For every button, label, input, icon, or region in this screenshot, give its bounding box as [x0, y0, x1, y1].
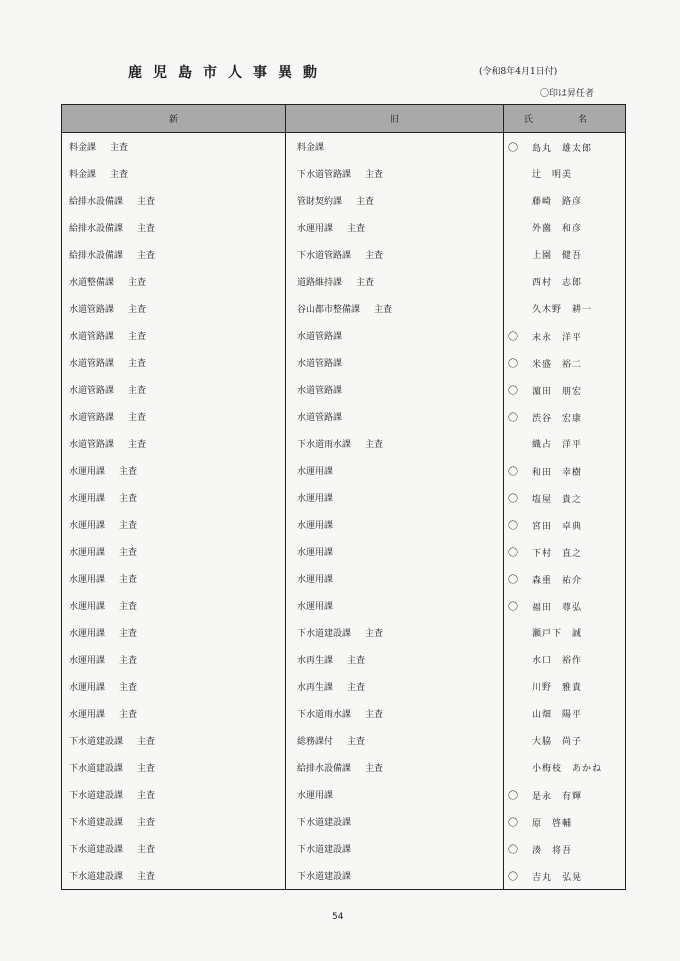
table-row: [62, 754, 626, 781]
old-assignment-cell: [286, 349, 504, 376]
new-position: 主査: [137, 845, 156, 855]
old-department: 道路維持課: [297, 278, 343, 288]
old-position: 主査: [347, 737, 366, 747]
new-assignment-cell: [62, 430, 286, 457]
person-name: 小梅枝 あかね: [532, 764, 603, 774]
new-assignment-cell: [62, 700, 286, 727]
person-name: 藤崎 路彦: [532, 197, 583, 207]
new-position: 主査: [128, 386, 147, 396]
new-position: 主査: [128, 359, 147, 369]
new-assignment-cell: [62, 295, 286, 322]
old-department: 下水道建設課: [297, 629, 352, 639]
name-cell: [504, 295, 626, 322]
new-position: 主査: [128, 305, 147, 315]
name-cell: [504, 835, 626, 862]
person-name: 大脇 尚子: [532, 737, 583, 747]
old-department: 水運用課: [297, 521, 334, 531]
person-name: 瀬戸下 誠: [532, 629, 583, 639]
new-department: 水運用課: [69, 467, 106, 477]
old-department: 水再生課: [297, 656, 334, 666]
table-row: [62, 808, 626, 835]
old-department: 水運用課: [297, 548, 334, 558]
new-position: 主査: [119, 683, 138, 693]
promotion-mark: 〇: [508, 791, 518, 802]
new-department: 水道管路課: [69, 332, 115, 342]
old-department: 下水道雨水課: [297, 440, 352, 450]
old-position: 主査: [365, 764, 384, 774]
old-department: 下水道雨水課: [297, 710, 352, 720]
person-name: 湊 将吾: [532, 846, 573, 856]
person-name: 川野 雅貴: [532, 683, 583, 693]
new-position: 主査: [128, 413, 147, 423]
promotion-mark: 〇: [508, 386, 518, 397]
new-assignment-cell: [62, 457, 286, 484]
person-name: 福田 尊弘: [532, 603, 583, 613]
person-name: 水口 裕作: [532, 656, 583, 666]
old-department: 水運用課: [297, 602, 334, 612]
old-department: 下水道建設課: [297, 845, 352, 855]
person-name: 塩屋 貴之: [532, 495, 583, 505]
table-row: [62, 592, 626, 619]
promotion-mark: 〇: [508, 494, 518, 505]
old-position: 主査: [365, 629, 384, 639]
new-position: 主査: [137, 251, 156, 261]
new-department: 水道管路課: [69, 359, 115, 369]
old-department: 水運用課: [297, 467, 334, 477]
new-position: 主査: [137, 764, 156, 774]
promotion-mark: 〇: [508, 359, 518, 370]
new-position: 主査: [119, 629, 138, 639]
new-assignment-cell: [62, 241, 286, 268]
old-department: 水道管路課: [297, 332, 343, 342]
new-assignment-cell: [62, 565, 286, 592]
person-name: 島丸 雄太郎: [532, 144, 593, 154]
promotion-mark: 〇: [508, 845, 518, 856]
old-position: 主査: [347, 656, 366, 666]
new-department: 水道管路課: [69, 440, 115, 450]
name-cell: [504, 592, 626, 619]
table-row: [62, 619, 626, 646]
new-position: 主査: [119, 467, 138, 477]
table-row: [62, 673, 626, 700]
column-header-name: [504, 105, 626, 133]
table-row: [62, 241, 626, 268]
new-assignment-cell: [62, 484, 286, 511]
table-row: [62, 700, 626, 727]
new-position: 主査: [119, 602, 138, 612]
old-assignment-cell: [286, 700, 504, 727]
new-department: 給排水設備課: [69, 251, 124, 261]
old-assignment-cell: [286, 727, 504, 754]
old-assignment-cell: [286, 484, 504, 511]
new-assignment-cell: [62, 160, 286, 187]
old-position: 主査: [356, 278, 375, 288]
table-row: [62, 727, 626, 754]
old-assignment-cell: [286, 511, 504, 538]
new-department: 下水道建設課: [69, 764, 124, 774]
name-cell: [504, 214, 626, 241]
column-header-name-label: 氏 名: [523, 115, 605, 125]
table-row: [62, 322, 626, 349]
column-header-old: 旧: [286, 105, 504, 133]
new-position: 主査: [119, 548, 138, 558]
table-header-row: [62, 105, 626, 133]
new-department: 水運用課: [69, 683, 106, 693]
old-assignment-cell: [286, 241, 504, 268]
table-row: [62, 511, 626, 538]
old-department: 水再生課: [297, 683, 334, 693]
new-position: 主査: [119, 494, 138, 504]
new-assignment-cell: [62, 781, 286, 808]
new-position: 主査: [137, 197, 156, 207]
table-row: [62, 133, 626, 161]
old-assignment-cell: [286, 673, 504, 700]
person-name: 外薗 和彦: [532, 224, 583, 234]
name-cell: [504, 700, 626, 727]
person-name: 是永 有輝: [532, 792, 583, 802]
old-assignment-cell: [286, 565, 504, 592]
table-row: [62, 214, 626, 241]
person-name: 和田 幸樹: [532, 468, 583, 478]
name-cell: [504, 160, 626, 187]
old-department: 谷山都市整備課: [297, 305, 361, 315]
old-department: 水道管路課: [297, 413, 343, 423]
name-cell: [504, 376, 626, 403]
old-assignment-cell: [286, 160, 504, 187]
old-assignment-cell: [286, 268, 504, 295]
old-assignment-cell: [286, 808, 504, 835]
new-assignment-cell: [62, 673, 286, 700]
table-row: [62, 160, 626, 187]
new-assignment-cell: [62, 268, 286, 295]
new-assignment-cell: [62, 214, 286, 241]
old-assignment-cell: [286, 835, 504, 862]
new-position: 主査: [128, 440, 147, 450]
person-name: 織占 洋平: [532, 440, 583, 450]
name-cell: [504, 646, 626, 673]
name-cell: [504, 511, 626, 538]
new-assignment-cell: [62, 727, 286, 754]
new-assignment-cell: [62, 835, 286, 862]
promotion-mark: 〇: [508, 602, 518, 613]
promotion-mark: 〇: [508, 467, 518, 478]
old-assignment-cell: [286, 619, 504, 646]
old-assignment-cell: [286, 781, 504, 808]
old-position: 主査: [374, 305, 393, 315]
old-position: 主査: [365, 170, 384, 180]
new-assignment-cell: [62, 133, 286, 161]
new-position: 主査: [137, 818, 156, 828]
promotion-mark: 〇: [508, 872, 518, 883]
old-department: 下水道建設課: [297, 872, 352, 882]
new-department: 下水道建設課: [69, 791, 124, 801]
person-name: 下村 直之: [532, 549, 583, 559]
new-position: 主査: [110, 170, 129, 180]
person-name: 森重 祐介: [532, 576, 583, 586]
person-name: 濵田 朋宏: [532, 387, 583, 397]
new-position: 主査: [119, 710, 138, 720]
new-assignment-cell: [62, 403, 286, 430]
old-department: 水運用課: [297, 791, 334, 801]
old-assignment-cell: [286, 592, 504, 619]
name-cell: [504, 727, 626, 754]
new-department: 水道管路課: [69, 386, 115, 396]
new-position: 主査: [110, 143, 129, 153]
name-cell: [504, 484, 626, 511]
promotion-legend: 〇印は昇任者: [540, 89, 595, 99]
name-cell: [504, 403, 626, 430]
old-position: 主査: [365, 710, 384, 720]
new-position: 主査: [119, 575, 138, 585]
promotion-mark: 〇: [508, 818, 518, 829]
page-number: 54: [332, 912, 344, 922]
new-position: 主査: [128, 278, 147, 288]
promotion-mark: 〇: [508, 413, 518, 424]
old-assignment-cell: [286, 646, 504, 673]
table-row: [62, 376, 626, 403]
new-department: 水道管路課: [69, 413, 115, 423]
new-assignment-cell: [62, 754, 286, 781]
new-assignment-cell: [62, 808, 286, 835]
old-department: 水運用課: [297, 224, 334, 234]
new-department: 下水道建設課: [69, 818, 124, 828]
name-cell: [504, 673, 626, 700]
name-cell: [504, 862, 626, 890]
old-position: 主査: [356, 197, 375, 207]
new-department: 水運用課: [69, 548, 106, 558]
promotion-mark: 〇: [508, 143, 518, 154]
name-cell: [504, 538, 626, 565]
old-assignment-cell: [286, 538, 504, 565]
new-department: 水運用課: [69, 629, 106, 639]
old-department: 給排水設備課: [297, 764, 352, 774]
promotion-mark: 〇: [508, 521, 518, 532]
table-row: [62, 403, 626, 430]
new-department: 水運用課: [69, 494, 106, 504]
table-row: [62, 538, 626, 565]
new-department: 水運用課: [69, 575, 106, 585]
table-row: [62, 646, 626, 673]
old-department: 水運用課: [297, 494, 334, 504]
person-name: 西村 志郎: [532, 278, 583, 288]
table-row: [62, 781, 626, 808]
table-row: [62, 430, 626, 457]
old-position: 主査: [347, 683, 366, 693]
old-assignment-cell: [286, 214, 504, 241]
new-assignment-cell: [62, 538, 286, 565]
new-position: 主査: [119, 521, 138, 531]
new-position: 主査: [128, 332, 147, 342]
new-department: 給排水設備課: [69, 197, 124, 207]
personnel-table: [61, 104, 626, 890]
new-position: 主査: [137, 791, 156, 801]
new-assignment-cell: [62, 376, 286, 403]
new-department: 水道整備課: [69, 278, 115, 288]
old-assignment-cell: [286, 754, 504, 781]
new-assignment-cell: [62, 322, 286, 349]
table-row: [62, 187, 626, 214]
old-assignment-cell: [286, 862, 504, 890]
new-assignment-cell: [62, 862, 286, 890]
old-assignment-cell: [286, 457, 504, 484]
name-cell: [504, 241, 626, 268]
new-department: 料金課: [69, 170, 97, 180]
person-name: 吉丸 弘晃: [532, 873, 583, 883]
old-assignment-cell: [286, 187, 504, 214]
person-name: 辻 明美: [532, 170, 573, 180]
old-assignment-cell: [286, 376, 504, 403]
old-position: 主査: [347, 224, 366, 234]
name-cell: [504, 754, 626, 781]
name-cell: [504, 619, 626, 646]
promotion-mark: 〇: [508, 548, 518, 559]
name-cell: [504, 781, 626, 808]
new-assignment-cell: [62, 646, 286, 673]
person-name: 末永 洋平: [532, 333, 583, 343]
old-department: 管財契約課: [297, 197, 343, 207]
new-department: 水道管路課: [69, 305, 115, 315]
new-department: 下水道建設課: [69, 872, 124, 882]
table-row: [62, 484, 626, 511]
new-position: 主査: [137, 737, 156, 747]
new-assignment-cell: [62, 592, 286, 619]
old-department: 水運用課: [297, 575, 334, 585]
person-name: 山畑 陽平: [532, 710, 583, 720]
table-row: [62, 565, 626, 592]
promotion-mark: 〇: [508, 575, 518, 586]
name-cell: [504, 457, 626, 484]
old-assignment-cell: [286, 403, 504, 430]
new-department: 料金課: [69, 143, 97, 153]
old-department: 料金課: [297, 143, 325, 153]
new-department: 水運用課: [69, 521, 106, 531]
old-assignment-cell: [286, 430, 504, 457]
new-department: 給排水設備課: [69, 224, 124, 234]
table-row: [62, 349, 626, 376]
new-department: 水運用課: [69, 656, 106, 666]
page-title: 鹿児島市人事異動: [128, 65, 328, 81]
person-name: 上園 健吾: [532, 251, 583, 261]
name-cell: [504, 268, 626, 295]
name-cell: [504, 430, 626, 457]
old-department: 下水道建設課: [297, 818, 352, 828]
old-position: 主査: [365, 440, 384, 450]
new-position: 主査: [137, 224, 156, 234]
new-position: 主査: [119, 656, 138, 666]
table-row: [62, 268, 626, 295]
name-cell: [504, 565, 626, 592]
person-name: 米盛 裕二: [532, 360, 583, 370]
old-assignment-cell: [286, 322, 504, 349]
table-row: [62, 862, 626, 890]
old-position: 主査: [365, 251, 384, 261]
old-department: 水道管路課: [297, 359, 343, 369]
person-name: 宮田 卓典: [532, 522, 583, 532]
new-assignment-cell: [62, 619, 286, 646]
new-department: 水運用課: [69, 602, 106, 612]
name-cell: [504, 808, 626, 835]
name-cell: [504, 187, 626, 214]
old-assignment-cell: [286, 133, 504, 161]
new-department: 水運用課: [69, 710, 106, 720]
name-cell: [504, 133, 626, 161]
new-department: 下水道建設課: [69, 737, 124, 747]
new-department: 下水道建設課: [69, 845, 124, 855]
new-assignment-cell: [62, 511, 286, 538]
old-department: 下水道管路課: [297, 251, 352, 261]
promotion-mark: 〇: [508, 332, 518, 343]
table-row: [62, 457, 626, 484]
new-assignment-cell: [62, 187, 286, 214]
name-cell: [504, 349, 626, 376]
effective-date: (令和8年4月1日付): [479, 67, 558, 77]
old-assignment-cell: [286, 295, 504, 322]
table-row: [62, 295, 626, 322]
new-position: 主査: [137, 872, 156, 882]
old-department: 下水道管路課: [297, 170, 352, 180]
column-header-new: 新: [62, 105, 286, 133]
table-row: [62, 835, 626, 862]
name-cell: [504, 322, 626, 349]
old-department: 水道管路課: [297, 386, 343, 396]
person-name: 渋谷 宏康: [532, 414, 583, 424]
person-name: 久木野 耕一: [532, 305, 593, 315]
old-department: 総務課付: [297, 737, 334, 747]
person-name: 原 啓輔: [532, 819, 573, 829]
new-assignment-cell: [62, 349, 286, 376]
